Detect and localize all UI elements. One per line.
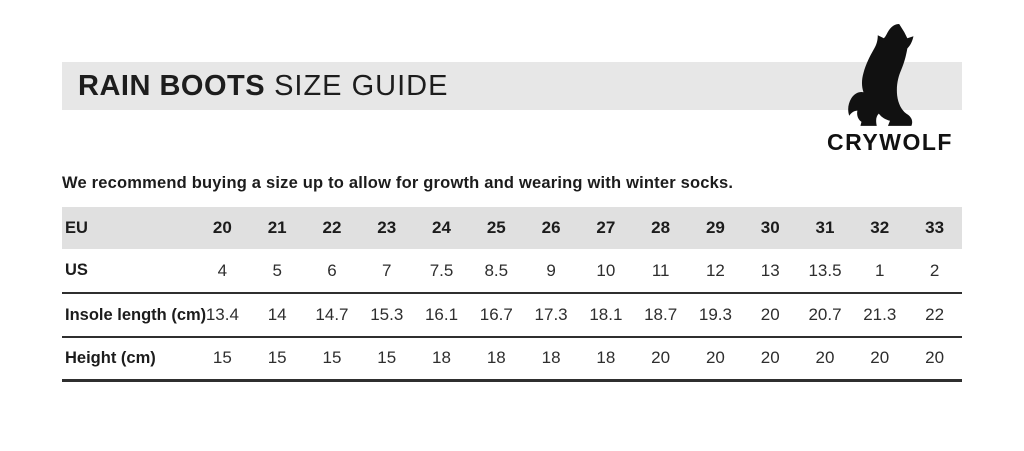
size-row-us — [62, 249, 962, 293]
size-cell: 32 — [870, 218, 890, 237]
size-cell: 14 — [250, 293, 305, 337]
size-cell: 1 — [852, 249, 907, 293]
size-cell: 28 — [651, 218, 671, 237]
size-cell: 18 — [524, 337, 579, 380]
size-cell: 8.5 — [469, 249, 524, 293]
size-cell: 31 — [815, 218, 835, 237]
size-table-body — [62, 207, 962, 380]
title-product: RAIN BOOTS — [78, 70, 266, 102]
size-cell: 15.3 — [359, 293, 414, 337]
size-row-insole-length-cm — [62, 293, 962, 337]
size-cell: 18 — [469, 337, 524, 380]
size-cell: 12 — [688, 249, 743, 293]
size-row-eu — [62, 207, 962, 249]
row-label: EU — [65, 218, 88, 237]
size-cell: 18.7 — [633, 293, 688, 337]
size-cell: 20 — [798, 337, 853, 380]
size-cell: 20 — [852, 337, 907, 380]
size-cell: 20 — [212, 218, 232, 237]
row-label: US — [62, 249, 195, 293]
size-cell: 7.5 — [414, 249, 469, 293]
size-cell: 16.1 — [414, 293, 469, 337]
size-cell: 16.7 — [469, 293, 524, 337]
size-cell: 13.5 — [798, 249, 853, 293]
brand-logo — [824, 24, 956, 156]
size-cell: 9 — [524, 249, 579, 293]
size-cell: 26 — [541, 218, 561, 237]
brand-name: CRYWOLF — [827, 129, 953, 155]
size-cell: 20 — [743, 337, 798, 380]
size-cell: 15 — [195, 337, 250, 380]
size-cell: 4 — [195, 249, 250, 293]
size-cell: 7 — [359, 249, 414, 293]
size-cell: 21 — [267, 218, 287, 237]
size-cell: 18 — [578, 337, 633, 380]
page-title — [62, 62, 448, 110]
size-cell: 27 — [596, 218, 616, 237]
size-cell: 19.3 — [688, 293, 743, 337]
size-note: We recommend buying a size up to allow for growth and wearing with winter socks. — [62, 174, 734, 192]
row-label: Insole length (cm) — [62, 293, 195, 337]
size-cell: 13.4 — [195, 293, 250, 337]
size-cell: 5 — [250, 249, 305, 293]
size-cell: 33 — [925, 218, 945, 237]
size-cell: 18 — [414, 337, 469, 380]
size-cell: 15 — [250, 337, 305, 380]
size-cell: 24 — [432, 218, 451, 237]
size-cell: 20 — [688, 337, 743, 380]
size-row-height-cm — [62, 337, 962, 380]
size-table — [62, 207, 962, 382]
size-cell: 22 — [907, 293, 962, 337]
title-suffix: SIZE GUIDE — [274, 70, 449, 102]
size-cell: 20 — [743, 293, 798, 337]
size-cell: 13 — [743, 249, 798, 293]
size-cell: 25 — [486, 218, 506, 237]
size-cell: 15 — [359, 337, 414, 380]
size-cell: 17.3 — [524, 293, 579, 337]
size-cell: 30 — [760, 218, 780, 237]
size-cell: 6 — [305, 249, 360, 293]
size-cell: 14.7 — [305, 293, 360, 337]
size-cell: 18.1 — [578, 293, 633, 337]
row-label: Height (cm) — [62, 337, 195, 380]
size-cell: 2 — [907, 249, 962, 293]
size-cell: 20.7 — [798, 293, 853, 337]
size-cell: 29 — [705, 218, 725, 237]
size-cell: 11 — [633, 249, 688, 293]
size-cell: 10 — [578, 249, 633, 293]
size-cell: 20 — [633, 337, 688, 380]
size-cell: 21.3 — [852, 293, 907, 337]
size-cell: 22 — [322, 218, 342, 237]
size-cell: 23 — [377, 218, 397, 237]
howling-wolf-icon — [846, 24, 934, 131]
size-cell: 15 — [305, 337, 360, 380]
size-cell: 20 — [907, 337, 962, 380]
